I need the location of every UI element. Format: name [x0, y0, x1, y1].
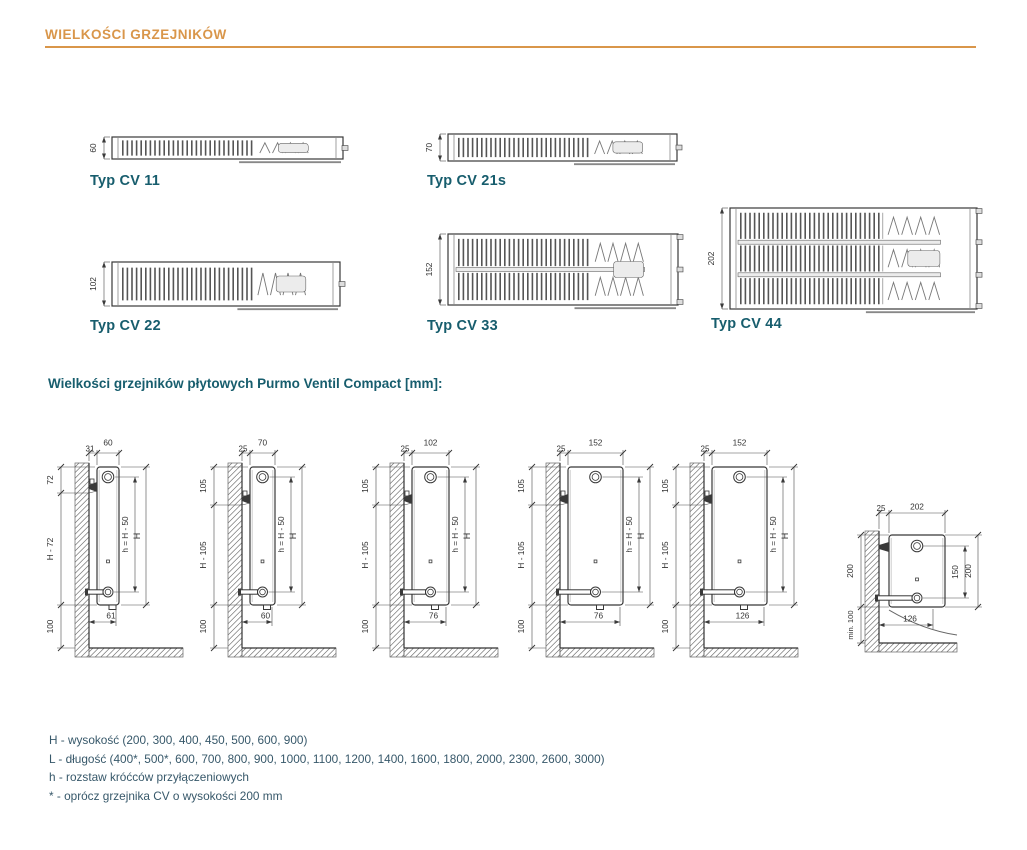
height-dimension: [424, 134, 446, 161]
type-label-cv44: Typ CV 44: [711, 316, 782, 332]
floor: [242, 648, 336, 657]
floor-clearance-dim-label: 100: [360, 619, 370, 634]
legend-line-height: H - wysokość (200, 300, 400, 450, 500, 600, 900): [49, 733, 308, 747]
height-dim-label: 102: [88, 277, 98, 291]
height-dim-label: H: [132, 532, 142, 540]
depth-dim-label: 152: [732, 437, 747, 448]
pipe-spacing-dim-label: h = H - 50: [277, 516, 286, 553]
height-dim-label: 200: [963, 564, 973, 578]
legend-line-note: * - oprócz grzejnika CV o wysokości 200 mm: [49, 789, 283, 804]
pipe-spacing-dim-label: h = H - 50: [769, 516, 778, 553]
cross-section-diagram-1: [424, 131, 687, 168]
wall: [546, 463, 560, 657]
radiator-section: [448, 134, 682, 164]
cross-section-diagram-0: [88, 134, 353, 166]
side-view-diagram-2: [358, 430, 528, 680]
side-view-diagram-0: [43, 430, 213, 680]
wall: [390, 463, 404, 657]
height-dim-label: H: [288, 532, 298, 540]
section-subtitle: Wielkości grzejników płytowych Purmo Ventil Compact [mm]:: [48, 376, 443, 391]
radiator-section: [112, 137, 348, 162]
height-dim-label: 152: [424, 262, 434, 277]
wall: [228, 463, 242, 657]
bottom-offset-dim-label: 126: [735, 610, 750, 621]
type-label-cv33: Typ CV 33: [427, 318, 498, 334]
height-dimension: [424, 234, 446, 305]
height-dim-label: H: [636, 532, 646, 540]
cross-section-diagram-4: [706, 205, 987, 316]
floor: [404, 648, 498, 657]
pipe-spacing-dim-label: 150: [951, 565, 960, 579]
mid-height-dim-label: H - 105: [360, 541, 370, 569]
height-dimension: [706, 208, 728, 309]
radiator-section: [448, 234, 683, 308]
floor-clearance-dim-label: 100: [45, 619, 55, 634]
legend: [49, 731, 605, 806]
wall-gap-dim-label: 25: [238, 444, 248, 454]
wall: [75, 463, 89, 657]
radiator: [556, 467, 623, 610]
floor: [89, 648, 183, 657]
title-underline: [45, 46, 976, 48]
top-offset-dim-label: 72: [45, 475, 55, 485]
mid-height-dim-label: H - 105: [516, 541, 526, 569]
height-dimension: [88, 262, 110, 306]
height-dim-label: H: [462, 532, 472, 540]
depth-dim-label: 102: [423, 437, 438, 448]
radiator: [400, 467, 449, 610]
side-view-diagram-4: [658, 430, 828, 680]
top-offset-dim-label: 105: [198, 479, 208, 493]
height-dim-label: H: [780, 532, 790, 540]
wall-gap-dim-label: 25: [876, 504, 886, 513]
floor: [879, 643, 957, 652]
type-label-cv11: Typ CV 11: [90, 173, 161, 189]
height-dim-label: 70: [424, 142, 434, 153]
floor-clearance-dim-label: 100: [516, 619, 526, 634]
depth-dim-label: 60: [103, 437, 113, 448]
legend-line-length: L - długość (400*, 500*, 600, 700, 800, 900, 1000, 1100, 1200, 1400, 1600, 1800, 2000, 2300, 2600, 3000): [49, 751, 605, 766]
mid-height-dim-label: H - 105: [198, 541, 208, 569]
radiator: [85, 467, 119, 610]
pipe-spacing-dim-label: h = H - 50: [451, 516, 460, 553]
radiator: [700, 467, 767, 610]
bottom-offset-dim-label: 61: [106, 610, 116, 621]
radiator-section: [112, 262, 345, 309]
depth-dim-label: 202: [910, 501, 924, 512]
wall-gap-dim-label: 31: [85, 444, 95, 454]
side-view-diagram-1: [196, 430, 366, 680]
wall-gap-dim-label: 25: [556, 444, 566, 454]
pipe-spacing-dim-label: h = H - 50: [121, 516, 130, 553]
height-dim-label: 200: [845, 564, 855, 578]
wall: [690, 463, 704, 657]
bottom-offset-dim-label: 60: [260, 610, 271, 621]
floor: [560, 648, 654, 657]
type-label-cv22: Typ CV 22: [90, 318, 161, 334]
height-dim-label: 60: [88, 143, 98, 153]
page-title: WIELKOŚCI GRZEJNIKÓW: [45, 27, 227, 42]
wall-gap-dim-label: 25: [400, 444, 410, 454]
floor: [704, 648, 798, 657]
top-offset-dim-label: 105: [660, 479, 670, 493]
height-dim-label: 202: [706, 251, 716, 266]
radiator: [238, 467, 275, 610]
top-offset-dim-label: 105: [516, 479, 526, 493]
cross-section-diagram-3: [424, 231, 688, 312]
cross-section-diagram-2: [88, 259, 350, 313]
bottom-offset-dim-label: 76: [428, 610, 439, 621]
radiator-section: [730, 208, 982, 312]
wall: [865, 531, 879, 652]
min-floor-dim-label: min. 100: [846, 610, 855, 640]
detail-view-diagram: [845, 462, 1025, 697]
depth-dim-label: 70: [257, 437, 268, 448]
floor-clearance-dim-label: 100: [198, 619, 208, 634]
depth-dim-label: 152: [588, 437, 603, 448]
bottom-offset-dim-label: 126: [903, 613, 917, 624]
legend-line-spacing: h - rozstaw króćców przyłączeniowych: [49, 770, 249, 785]
pipe-spacing-dim-label: h = H - 50: [625, 516, 634, 553]
type-label-cv21s: Typ CV 21s: [427, 173, 507, 189]
wall-gap-dim-label: 25: [700, 444, 710, 454]
mid-height-dim-label: H - 105: [660, 541, 670, 569]
height-dimension: [88, 137, 110, 159]
top-offset-dim-label: 105: [360, 479, 370, 493]
mid-height-dim-label: H - 72: [45, 537, 55, 561]
bottom-offset-dim-label: 76: [593, 610, 604, 621]
floor-clearance-dim-label: 100: [660, 619, 670, 634]
